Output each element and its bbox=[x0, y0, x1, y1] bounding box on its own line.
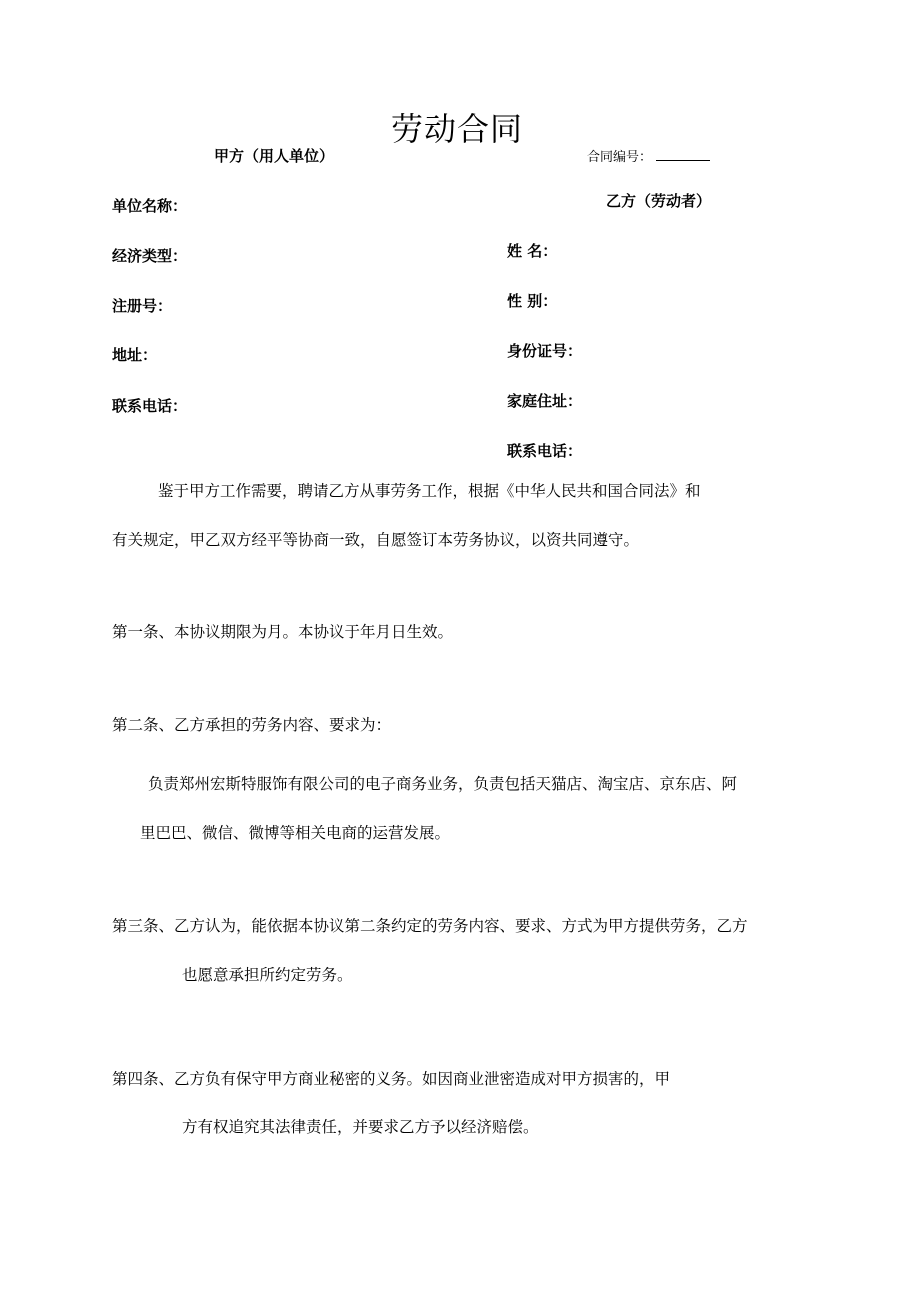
article-4-line-2: 方有权追究其法律责任，并要求乙方予以经济赔偿。 bbox=[182, 1118, 539, 1136]
party-b-field-name: 姓 名： bbox=[507, 242, 558, 260]
contract-number bbox=[587, 146, 710, 165]
party-a-field-name: 单位名称： bbox=[112, 197, 188, 215]
preamble-line-1: 鉴于甲方工作需要，聘请乙方从事劳务工作，根据《中华人民共和国合同法》和 bbox=[158, 482, 701, 500]
article-2-line-1: 负责郑州宏斯特服饰有限公司的电子商务业务，负责包括天猫店、淘宝店、京东店、阿 bbox=[148, 775, 738, 793]
party-a-field-phone: 联系电话： bbox=[112, 397, 188, 415]
party-b-field-id: 身份证号： bbox=[507, 342, 583, 360]
party-b-header: 乙方（劳动者） bbox=[606, 192, 712, 210]
page-title: 劳动合同 bbox=[391, 110, 524, 148]
article-3-line-1: 第三条、乙方认为，能依据本协议第二条约定的劳务内容、要求、方式为甲方提供劳务，乙方 bbox=[112, 917, 748, 935]
party-b-field-phone: 联系电话： bbox=[507, 442, 583, 460]
article-3-line-2: 也愿意承担所约定劳务。 bbox=[182, 966, 353, 984]
preamble-line-2: 有关规定，甲乙双方经平等协商一致，自愿签订本劳务协议，以资共同遵守。 bbox=[112, 531, 640, 549]
party-a-field-registration: 注册号： bbox=[112, 297, 173, 315]
party-b-field-gender: 性 别： bbox=[507, 292, 558, 310]
party-a-header: 甲方（用人单位） bbox=[214, 147, 335, 165]
contract-number-blank bbox=[656, 148, 710, 161]
party-a-field-economic-type: 经济类型： bbox=[112, 247, 188, 265]
article-4-line-1: 第四条、乙方负有保守甲方商业秘密的义务。如因商业泄密造成对甲方损害的，甲 bbox=[112, 1070, 671, 1088]
contract-number-label: 合同编号： bbox=[587, 150, 653, 165]
article-2-line-2: 里巴巴、微信、微博等相关电商的运营发展。 bbox=[140, 824, 451, 842]
article-1: 第一条、本协议期限为月。本协议于年月日生效。 bbox=[112, 623, 454, 641]
article-2-title: 第二条、乙方承担的劳务内容、要求为： bbox=[112, 716, 392, 734]
party-b-field-address: 家庭住址： bbox=[507, 392, 583, 410]
party-a-field-address: 地址： bbox=[112, 346, 158, 364]
